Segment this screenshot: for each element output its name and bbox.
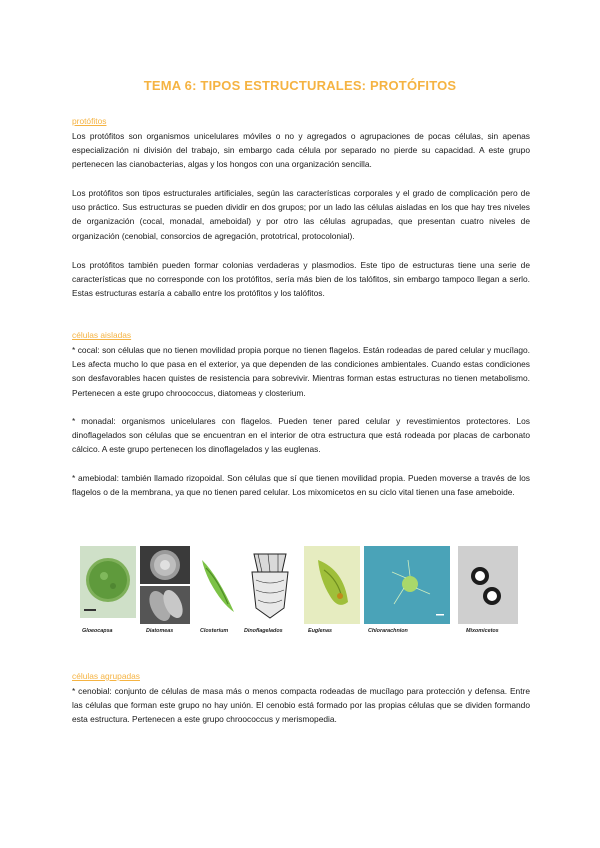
paragraph-protofitos-1: Los protófitos son organismos unicelulares móviles o no y agregados o agrupaciones de pocas células, sin apenas especialización ni división del trabajo, sin embargo cada célula por separado no pierde su capacidad. A este grupo pertenecen las cianobacterias, algas y los hongos con una organización sencilla. bbox=[72, 131, 530, 170]
section-heading-celulas-aisladas: células aisladas bbox=[72, 330, 132, 340]
figure-label-diatomeas: Diatomeas bbox=[146, 628, 174, 634]
paragraph-monadal: * monadal: organismos unicelulares con flagelos. Pueden tener pared celular y revestimientos protectores. Los dinoflagelados son células que se encuentran en el interior de otra estructura que está rodeada por placas de carbonato cálcico. A este grupo pertenecen los dinoflagelados y las euglenas. bbox=[72, 416, 530, 455]
chlorarachnion-image bbox=[364, 546, 450, 624]
document-title: TEMA 6: TIPOS ESTRUCTURALES: PROTÓFITOS bbox=[143, 78, 457, 93]
paragraph-protofitos-3: Los protófitos también pueden formar colonias verdaderas y plasmodios. Este tipo de estructuras tiene una serie de características que no corresponde con los protófitos, sería más bien de los talófitos, sin embargo tampoco llegan a serlo. Estas estructuras estaría a caballo entre los protófitos y los talófitos. bbox=[72, 260, 530, 299]
micrograph-figure bbox=[76, 546, 528, 638]
paragraph-ameboidal: * amebiodal: también llamado rizopoidal. Son células que sí que tienen movilidad propia. Pueden moverse a través de los flagelos o de la membrana, ya que no tienen pared celular. Los mixomicetos en su ciclo vital tienen una fase ameboide. bbox=[72, 473, 530, 498]
gloeocapsa-image bbox=[80, 546, 136, 618]
euglenas-image bbox=[304, 546, 360, 624]
paragraph-cenobial: * cenobial: conjunto de células de masa más o menos compacta rodeadas de mucílago para protección y defensa. Entre las células que forman este grupo no hay unión. El cenobio está formado por las propias células que se dividen formando esta estructura. Pertenecen a este grupo chroococcus y merismopedia. bbox=[72, 686, 530, 725]
mixomicetos-image bbox=[458, 546, 518, 624]
closterium-image bbox=[196, 546, 240, 624]
diatomeas-image bbox=[140, 546, 190, 624]
figure-label-gloeocapsa: Gloeocapsa bbox=[82, 628, 113, 634]
figure-label-euglenas: Euglenas bbox=[308, 628, 332, 634]
section-heading-protofitos: protófitos bbox=[72, 116, 107, 126]
figure-label-dinoflagelados: Dinoflagelados bbox=[244, 628, 283, 634]
figure-label-closterium: Closterium bbox=[200, 628, 229, 634]
figure-label-mixomicetos: Mixomicetos bbox=[466, 628, 499, 634]
section-heading-celulas-agrupadas: células agrupadas bbox=[72, 671, 140, 681]
figure-label-chlorarachnion: Chlorarachnion bbox=[368, 628, 408, 634]
dinoflagelados-image bbox=[244, 546, 296, 624]
paragraph-cocal: * cocal: son células que no tienen movilidad propia porque no tienen flagelos. Están rodeadas de pared celular y mucílago. Les afecta mucho lo que pasa en el exterior, ya que dependen de las condiciones ambientales. Cuando estas condiciones son desfavorables hacen quistes de resistencia para sobrevivir. Mientras forman estas estructuras no tienen metabolismo. Pertenecen a este grupo chroococcus, diatomeas y closterium. bbox=[72, 345, 530, 398]
paragraph-protofitos-2: Los protófitos son tipos estructurales artificiales, según las características corporales y el grado de complicación pero de uso práctico. Sus estructuras se pueden dividir en dos grupos; por un lado las células aisladas en los que hay tres niveles de organización (cocal, monadal, ameboidal) y por otro las células agrupadas, que presentan cuatro niveles de organización (cenobial, consorcios de agregación, prototrical, protocolonial). bbox=[72, 188, 530, 241]
